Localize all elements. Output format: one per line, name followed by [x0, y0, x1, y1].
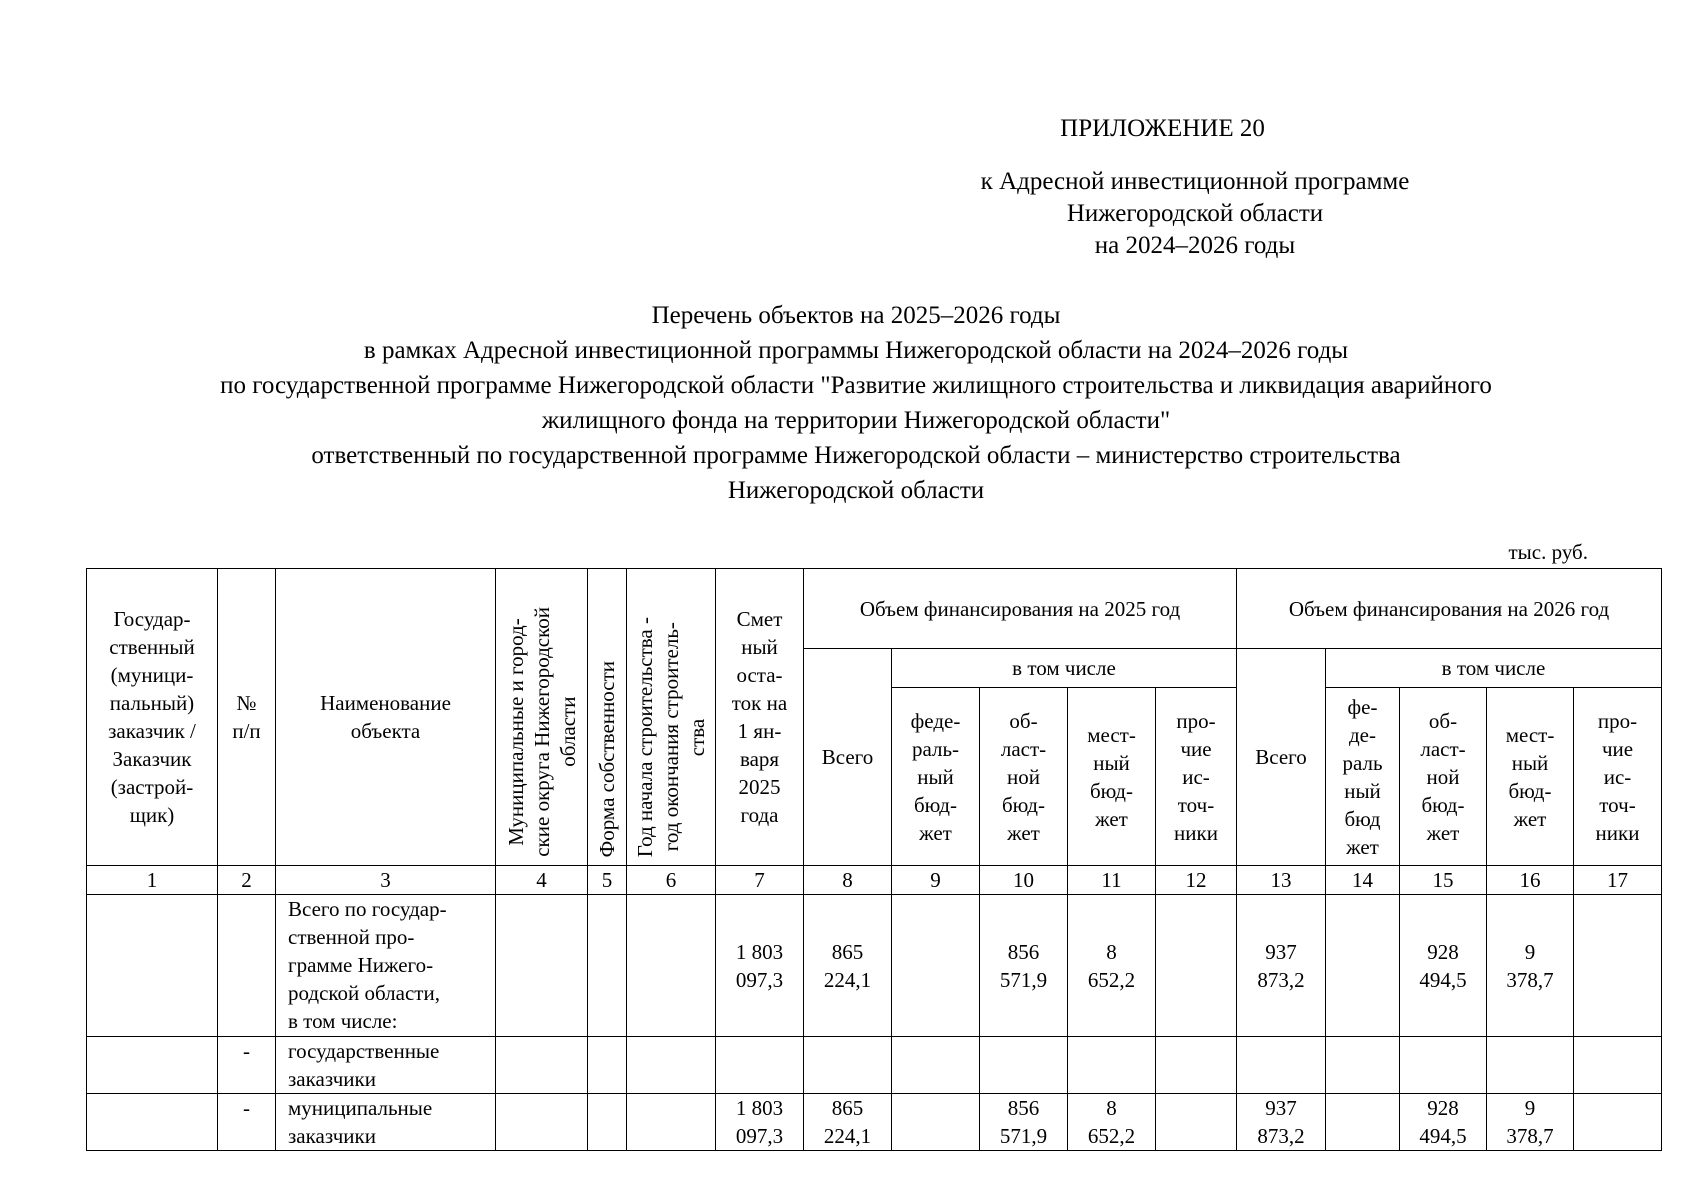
cell-other-2026: [1574, 1094, 1662, 1151]
header-federal-2025: феде- раль- ный бюд- жет: [892, 688, 980, 866]
cell-total-2025: 865 224,1: [804, 1094, 892, 1151]
header-regional-2025: об- ласт- ной бюд- жет: [980, 688, 1068, 866]
column-number: 4: [496, 866, 588, 895]
cell-federal-2026: [1326, 1094, 1400, 1151]
cell-total-2025: 865 224,1: [804, 895, 892, 1037]
header-construction-years: [627, 569, 716, 866]
cell-federal-2026: [1326, 895, 1400, 1037]
cell-local-2026: [1487, 1037, 1574, 1094]
header-funding-2026: Объем финансирования на 2026 год: [1237, 569, 1662, 649]
appendix-subtitle-line: на 2024–2026 годы: [1094, 232, 1296, 259]
cell-total-2026: [1237, 1037, 1326, 1094]
header-regional-2026: об- ласт- ной бюд- жет: [1400, 688, 1487, 866]
column-number: 8: [804, 866, 892, 895]
cell-total-2025: [804, 1037, 892, 1094]
header-local-2026: мест- ный бюд- жет: [1487, 688, 1574, 866]
header-ownership-text: Форма собственности: [595, 660, 619, 857]
cell-regional-2026: 928 494,5: [1400, 1094, 1487, 1151]
cell-federal-2026: [1326, 1037, 1400, 1094]
appendix-subtitle: [940, 166, 1450, 262]
cell-other-2025: [1156, 1037, 1237, 1094]
cell-federal-2025: [892, 1037, 980, 1094]
column-number: 6: [627, 866, 716, 895]
column-number: 13: [1237, 866, 1326, 895]
cell-object-name: муниципальные заказчики: [276, 1094, 496, 1151]
cell-federal-2025: [892, 895, 980, 1037]
cell-regional-2026: [1400, 1037, 1487, 1094]
cell-local-2026: 9 378,7: [1487, 1094, 1574, 1151]
cell-districts: [496, 1037, 588, 1094]
appendix-subtitle-line: к Адресной инвестиционной программе: [980, 168, 1410, 195]
column-number: 5: [588, 866, 627, 895]
header-customer: Государ- ственный (муници- пальный) заказчик / Заказчик (застрой- щик): [87, 569, 218, 866]
document-title-line: жилищного фонда на территории Нижегородской области": [541, 407, 1171, 434]
column-number: 16: [1487, 866, 1574, 895]
header-object-name: Наименование объекта: [276, 569, 496, 866]
header-federal-2026: фе- де- раль ный бюд жет: [1326, 688, 1400, 866]
cell-balance: 1 803 097,3: [716, 895, 804, 1037]
cell-local-2025: [1068, 1037, 1156, 1094]
cell-regional-2025: [980, 1037, 1068, 1094]
cell-local-2025: 8 652,2: [1068, 1094, 1156, 1151]
header-funding-2025: Объем финансирования на 2025 год: [804, 569, 1237, 649]
cell-object-name: Всего по государ- ственной про- грамме Нижего- родской области, в том числе:: [276, 895, 496, 1037]
cell-ownership: [588, 1094, 627, 1151]
cell-federal-2025: [892, 1094, 980, 1151]
header-balance: Смет ный оста- ток на 1 ян- варя 2025 года: [716, 569, 804, 866]
cell-number: [218, 895, 276, 1037]
cell-regional-2025: 856 571,9: [980, 1094, 1068, 1151]
header-including-2025: в том числе: [892, 649, 1237, 688]
objects-table: [86, 568, 1662, 1151]
table-row: [87, 1094, 1662, 1151]
units-label: тыс. руб.: [1508, 540, 1588, 564]
document-title-line: в рамках Адресной инвестиционной программы Нижегородской области на 2024–2026 годы: [363, 337, 1349, 364]
cell-other-2026: [1574, 895, 1662, 1037]
cell-total-2026: 937 873,2: [1237, 895, 1326, 1037]
header-number: № п/п: [218, 569, 276, 866]
header-ownership: [588, 569, 627, 866]
header-total-2025: Всего: [804, 649, 892, 866]
header-districts-text: Муниципальные и город- ские округа Нижегородской области: [503, 607, 580, 857]
header-districts: [496, 569, 588, 866]
header-including-2026: в том числе: [1326, 649, 1662, 688]
cell-local-2025: 8 652,2: [1068, 895, 1156, 1037]
document-title-line: ответственный по государственной программе Нижегородской области – министерство строительства: [311, 442, 1401, 469]
header-other-2026: про- чие ис- точ- ники: [1574, 688, 1662, 866]
cell-other-2025: [1156, 1094, 1237, 1151]
cell-years: [627, 1037, 716, 1094]
appendix-title: ПРИЛОЖЕНИЕ 20: [1060, 115, 1265, 142]
column-number: 2: [218, 866, 276, 895]
column-number: 9: [892, 866, 980, 895]
column-number: 12: [1156, 866, 1237, 895]
cell-ownership: [588, 895, 627, 1037]
document-title: [86, 298, 1626, 508]
header-local-2025: мест- ный бюд- жет: [1068, 688, 1156, 866]
cell-balance: [716, 1037, 804, 1094]
cell-customer: [87, 1094, 218, 1151]
document-title-line: Нижегородской области: [727, 477, 985, 504]
column-number: 1: [87, 866, 218, 895]
cell-regional-2025: 856 571,9: [980, 895, 1068, 1037]
cell-customer: [87, 1037, 218, 1094]
cell-districts: [496, 895, 588, 1037]
document-title-line: по государственной программе Нижегородской области "Развитие жилищного строительства и ликвидация аварийного: [220, 372, 1492, 399]
table-row: [87, 1037, 1662, 1094]
cell-ownership: [588, 1037, 627, 1094]
column-number: 15: [1400, 866, 1487, 895]
column-number: 17: [1574, 866, 1662, 895]
cell-object-name: государственные заказчики: [276, 1037, 496, 1094]
cell-districts: [496, 1094, 588, 1151]
table-row: [87, 895, 1662, 1037]
cell-local-2026: 9 378,7: [1487, 895, 1574, 1037]
cell-total-2026: 937 873,2: [1237, 1094, 1326, 1151]
appendix-subtitle-line: Нижегородской области: [1066, 200, 1324, 227]
column-number: 7: [716, 866, 804, 895]
header-construction-years-text: Год начала строительства - год окончания строитель- ства: [633, 616, 709, 857]
cell-years: [627, 1094, 716, 1151]
column-number: 14: [1326, 866, 1400, 895]
cell-customer: [87, 895, 218, 1037]
column-number: 11: [1068, 866, 1156, 895]
cell-balance: 1 803 097,3: [716, 1094, 804, 1151]
cell-other-2026: [1574, 1037, 1662, 1094]
cell-number: -: [218, 1037, 276, 1094]
cell-number: -: [218, 1094, 276, 1151]
header-total-2026: Всего: [1237, 649, 1326, 866]
column-number: 10: [980, 866, 1068, 895]
document-title-line: Перечень объектов на 2025–2026 годы: [651, 302, 1061, 329]
cell-years: [627, 895, 716, 1037]
cell-regional-2026: 928 494,5: [1400, 895, 1487, 1037]
header-other-2025: про- чие ис- точ- ники: [1156, 688, 1237, 866]
cell-other-2025: [1156, 895, 1237, 1037]
column-number: 3: [276, 866, 496, 895]
